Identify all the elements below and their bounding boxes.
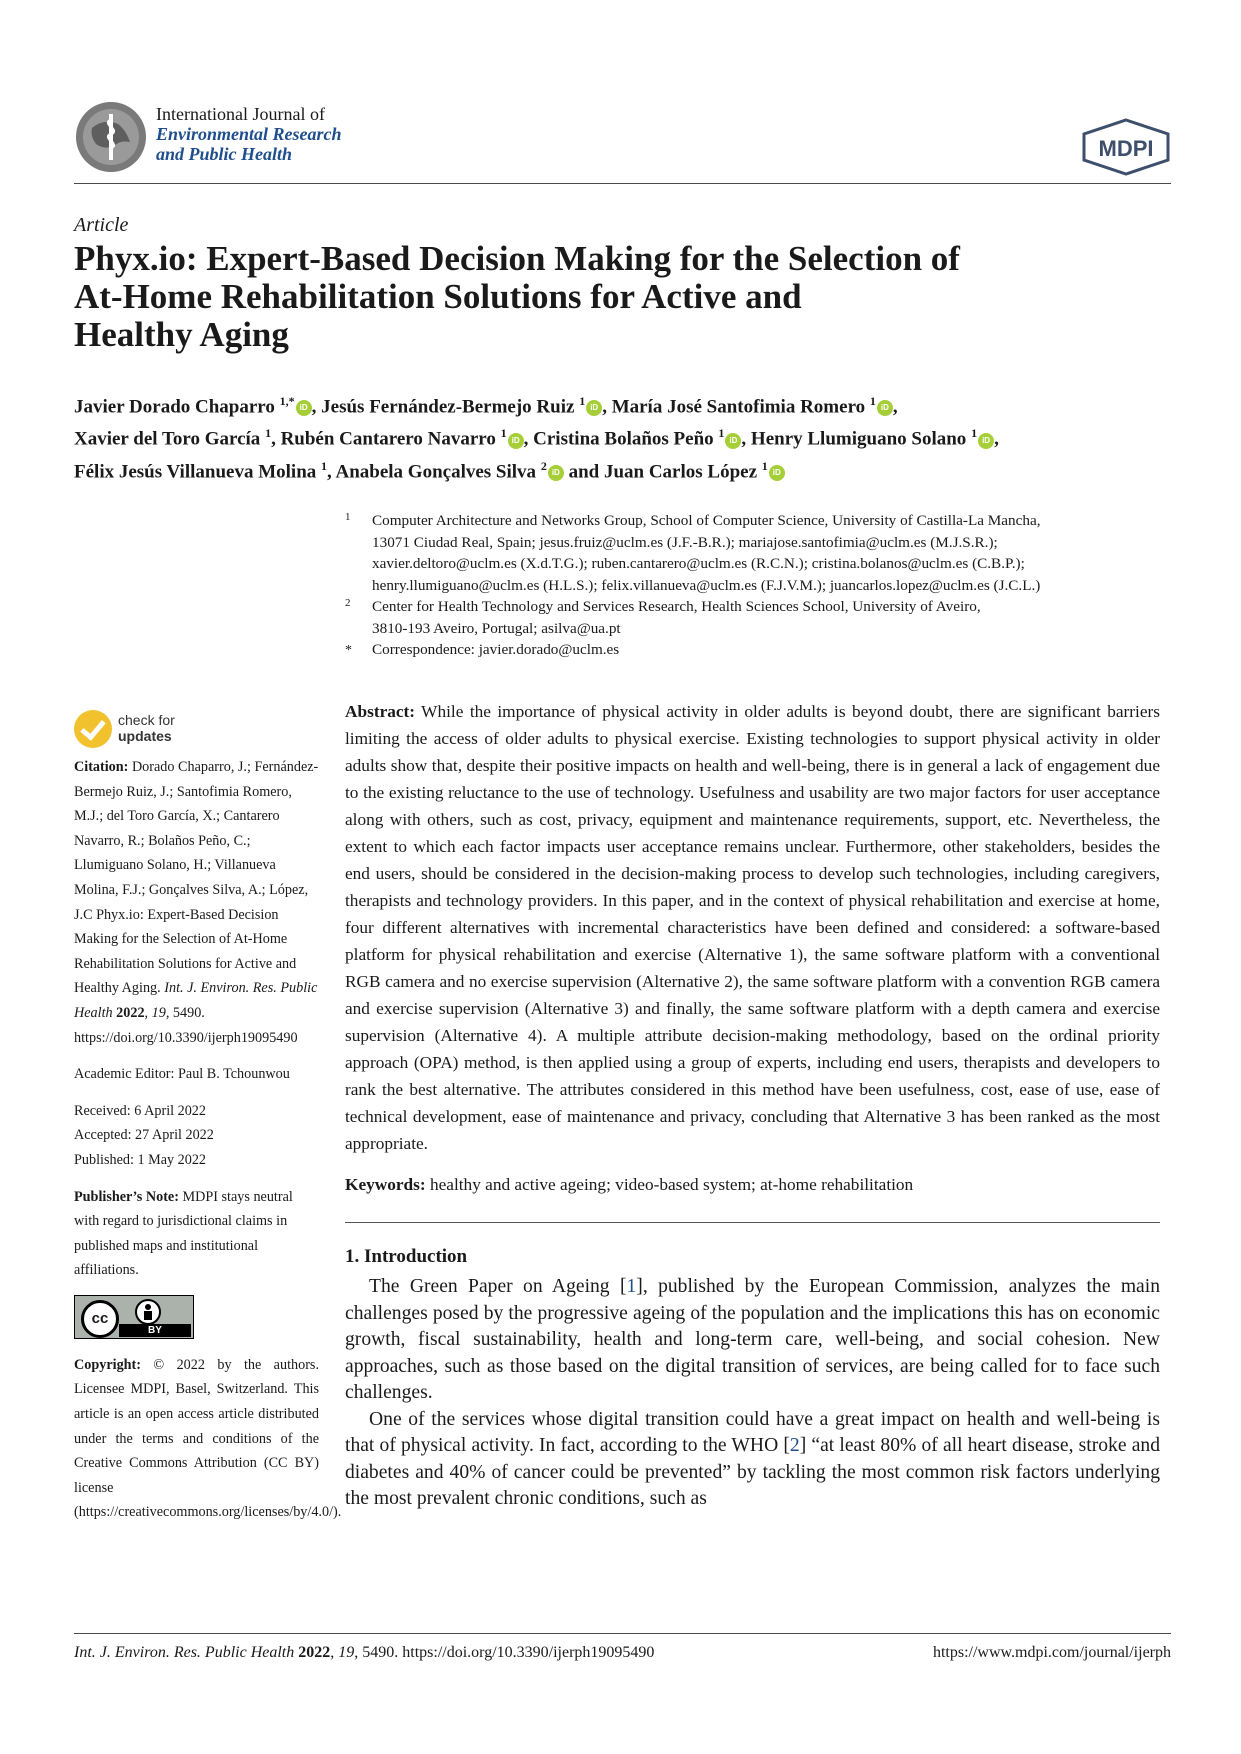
orcid-icon[interactable]: iD bbox=[296, 400, 312, 416]
author-name: Cristina Bolaños Peño bbox=[533, 428, 714, 450]
footer-year: 2022 bbox=[298, 1644, 331, 1661]
affiliation-marker: 1 bbox=[345, 511, 351, 523]
orcid-icon[interactable]: iD bbox=[877, 400, 893, 416]
section-divider bbox=[345, 1222, 1160, 1223]
title-line: At-Home Rehabilitation Solutions for Active and bbox=[74, 277, 802, 316]
author-name: María José Santofimia Romero bbox=[611, 396, 866, 418]
citation-link[interactable]: 2 bbox=[789, 1435, 800, 1456]
article-title bbox=[74, 240, 1134, 354]
affiliation-item bbox=[345, 510, 1175, 596]
affiliation-line: Computer Architecture and Networks Group, School of Computer Science, University of Castilla-La Mancha, bbox=[372, 512, 1041, 529]
orcid-icon[interactable]: iD bbox=[725, 433, 741, 449]
main-content bbox=[345, 698, 1160, 1513]
paragraph-text: ] “at least 80% of all heart disease, stroke and diabetes and 40% of cancer could be prevented” by tackling the most common risk factors underlying the most prevalent chronic conditions, such as bbox=[345, 1435, 1160, 1509]
mdpi-logo-icon[interactable] bbox=[1080, 118, 1172, 176]
citation-journal: Int. J. Environ. Res. Public Health bbox=[74, 980, 318, 1021]
copyright-text: © 2022 by the authors. Licensee MDPI, Basel, Switzerland. This article is an open access article distributed under the terms and conditions of the Creative Commons Attribution (CC BY) license (https://creativecommons.org/licenses/by/4.0/). bbox=[74, 1356, 342, 1521]
citation-year: 2022 bbox=[116, 1004, 145, 1021]
attribution-icon bbox=[135, 1299, 161, 1325]
author-name: Anabela Gonçalves Silva bbox=[335, 460, 537, 482]
keywords bbox=[345, 1171, 1160, 1198]
footer-rule bbox=[74, 1633, 1171, 1634]
author-affiliation-mark: 1 bbox=[500, 426, 507, 441]
affiliation-list bbox=[345, 510, 1175, 661]
keywords-text: healthy and active ageing; video-based system; at-home rehabilitation bbox=[429, 1175, 914, 1194]
author-name: Xavier del Toro García bbox=[74, 428, 261, 450]
date-received: Received: 6 April 2022 bbox=[74, 1102, 206, 1119]
date-accepted: Accepted: 27 April 2022 bbox=[74, 1127, 214, 1144]
author-affiliation-mark: 1 bbox=[971, 426, 978, 441]
affiliation-line: xavier.deltoro@uclm.es (X.d.T.G.); ruben.cantarero@uclm.es (R.C.N.); cristina.bolanos@uclm.es (C.B.P.); bbox=[372, 555, 1025, 572]
author-affiliation-mark: 1 bbox=[869, 394, 876, 408]
author-line-1: Javier Dorado Chaparro $^{1,*}$ iD , Jesús Fernández-Bermejo Ruiz $^1$ iD , María José Santofimia Romero $^1$ iD , bbox=[74, 394, 898, 418]
title-line: Phyx.io: Expert-Based Decision Making for the Selection of bbox=[74, 239, 960, 278]
publisher-note bbox=[74, 1185, 319, 1283]
mdpi-logo-text: MDPI bbox=[1098, 136, 1154, 161]
check-for-updates-button[interactable] bbox=[74, 710, 254, 750]
section-heading-introduction: 1. Introduction bbox=[345, 1246, 468, 1267]
journal-name-line1: International Journal of bbox=[156, 104, 325, 124]
affiliation-line: henry.llumiguano@uclm.es (H.L.S.); felix.villanueva@uclm.es (F.J.V.M.); juancarlos.lopez@uclm.es (J.C.L.) bbox=[372, 576, 1041, 594]
author-affiliation-mark: 2 bbox=[540, 458, 547, 473]
footer-citation: Int. J. Environ. Res. Public Health 2022, 19, 5490. https://doi.org/10.3390/ijerph19095490 bbox=[74, 1644, 655, 1661]
author-affiliation-mark: 1 bbox=[321, 458, 328, 473]
copyright bbox=[74, 1353, 342, 1525]
affiliation-marker: 2 bbox=[345, 597, 351, 609]
publisher-note-label: Publisher’s Note: bbox=[74, 1188, 179, 1205]
author-name: Rubén Cantarero Navarro bbox=[280, 428, 496, 450]
author-joiner: and bbox=[568, 460, 600, 482]
author-name: Félix Jesús Villanueva Molina bbox=[74, 460, 317, 482]
check-for-updates-line1: check for bbox=[118, 712, 175, 728]
cc-icon: cc bbox=[81, 1300, 119, 1338]
academic-editor: Academic Editor: Paul B. Tchounwou bbox=[74, 1066, 290, 1083]
citation-volume: 19 bbox=[151, 1004, 166, 1021]
header-rule bbox=[74, 183, 1171, 184]
citation-doi-link[interactable]: , 5490. https://doi.org/10.3390/ijerph19095490 bbox=[74, 1004, 298, 1046]
by-label: BY bbox=[119, 1324, 191, 1337]
introduction-body bbox=[345, 1274, 1160, 1513]
paragraph bbox=[345, 1407, 1160, 1513]
author-line-2: Xavier del Toro García $^1$, Rubén Cantarero Navarro $^1$ iD , Cristina Bolaños Peño $^1$ iD , Henry Llumiguano Solano $^1$ iD , bbox=[74, 426, 999, 450]
affiliation-marker: * bbox=[345, 643, 352, 658]
affiliation-item bbox=[345, 639, 1175, 661]
journal-name-line2: Environmental Research bbox=[156, 124, 342, 144]
author-affiliation-mark: 1 bbox=[265, 426, 272, 441]
author-name: Henry Llumiguano Solano bbox=[750, 428, 967, 450]
journal-name-line3: and Public Health bbox=[156, 144, 293, 164]
journal-logo-icon bbox=[74, 100, 148, 174]
affiliation-item bbox=[345, 596, 1175, 639]
check-for-updates-line2: updates bbox=[118, 728, 172, 744]
author-name: Javier Dorado Chaparro bbox=[74, 396, 275, 418]
orcid-icon[interactable]: iD bbox=[548, 465, 564, 481]
citation-link[interactable]: 1 bbox=[626, 1276, 637, 1297]
affiliation-line: Center for Health Technology and Services Research, Health Sciences School, University of Aveiro, bbox=[372, 598, 981, 615]
orcid-icon[interactable]: iD bbox=[978, 433, 994, 449]
author-affiliation-mark: 1 bbox=[579, 394, 586, 408]
paragraph-text: One of the services whose digital transition could have a great impact on health and well-being is that of physical activity. In fact, according to the WHO [ bbox=[345, 1408, 1160, 1456]
author-affiliation-mark: 1 bbox=[761, 458, 768, 473]
paragraph-text: ], published by the European Commission, analyzes the main challenges posed by the progressive ageing of the population and the implications this has on economic growth, fiscal sustainability, health and long-term care, well-being, and social cohesion. New approaches, such as those based on the digital transition of services, are being called for to face such challenges. bbox=[345, 1276, 1160, 1403]
affiliation-line: 3810-193 Aveiro, Portugal; asilva@ua.pt bbox=[372, 619, 621, 637]
paragraph-text: The Green Paper on Ageing [ bbox=[369, 1276, 627, 1297]
author-name: Juan Carlos López bbox=[603, 460, 758, 482]
citation-text: Dorado Chaparro, J.; Fernández-Bermejo Ruiz, J.; Santofimia Romero, M.J.; del Toro García, X.; Cantarero Navarro, R.; Bolaños Peño, C.; Llumiguano Solano, H.; Villanueva Molina, F.J.; Gonçalves Silva, A.; López, J.C Phyx.io: Expert-Based Decision Making for the Selection of At-Home Rehabilitation Solutions for Active and Healthy Aging. bbox=[74, 759, 319, 997]
checkmark-icon bbox=[74, 710, 112, 748]
abstract-text: While the importance of physical activity in older adults is beyond doubt, there are significant barriers limiting the access of older adults to physical exercise. Existing technologies to support physical activity in older adults show that, despite their positive impacts on health and well-being, there is in general a lack of engagement due to the existing reluctance to the use of technology. Usefulness and usability are two major factors for user acceptance along with others, such as cost, privacy, equipment and maintenance requirements, support, etc. Nevertheless, the extent to which each factor impacts user acceptance remains unclear. Furthermore, other stakeholders, besides the end users, should be considered in the decision-making process to develop such technologies, including caregivers, therapists and technology providers. In this paper, and in the context of physical rehabilitation and exercise at home, four different alternatives with incremental characteristics have been defined and considered: a software-based platform for physical rehabilitation and exercise (Alternative 1), the same software platform with a conventional RGB camera and no exercise supervision (Alternative 2), the same software platform with a convention RGB camera and exercise supervision (Alternative 3) and finally, the same software platform with a depth camera and exercise supervision (Alternative 4). A multiple attribute decision-making methodology, based on the ordinal priority approach (OPA) method, is then applied using a group of experts, including end users, therapists and developers to rank the best alternative. The attributes considered in this method have been usefulness, cost, ease of use, ease of technical development, ease of maintenance and privacy, concluding that Alternative 3 has been ranked as the most appropriate. bbox=[345, 702, 1160, 1153]
footer-journal: Int. J. Environ. Res. Public Health bbox=[74, 1644, 295, 1661]
footer-doi-link[interactable]: , 5490. https://doi.org/10.3390/ijerph19095490 bbox=[354, 1644, 655, 1661]
citation: Citation: Dorado Chaparro, J.; Fernández-Bermejo Ruiz, J.; Santofimia Romero, M.J.; del Toro García, X.; Cantarero Navarro, R.; Bolaños Peño, C.; Llumiguano Solano, H.; Villanueva Molina, F.J.; Gonçalves Silva, A.; López, J.C Phyx.io: Expert-Based Decision Making for the Selection of At-Home Rehabilitation Solutions for Active and Healthy Aging. Int. J. Environ. Res. Public Health 2022, 19, 5490. https://doi.org/10.3390/ijerph19095490 bbox=[74, 759, 319, 1046]
author-affiliation-mark: 1,* bbox=[279, 394, 295, 408]
cc-by-license-badge[interactable] bbox=[74, 1295, 194, 1339]
affiliation-line: 13071 Ciudad Real, Spain; jesus.fruiz@uclm.es (J.F.-B.R.); mariajose.santofimia@uclm.es (M.J.S.R.); bbox=[372, 533, 998, 551]
author-affiliation-mark: 1 bbox=[718, 426, 725, 441]
abstract-label: Abstract: bbox=[345, 702, 416, 721]
publisher-note-text: MDPI stays neutral with regard to jurisdictional claims in published maps and institutional affiliations. bbox=[74, 1188, 293, 1279]
orcid-icon[interactable]: iD bbox=[769, 465, 785, 481]
dates-block bbox=[74, 1099, 319, 1173]
author-line-3: Félix Jesús Villanueva Molina $^1$, Anabela Gonçalves Silva $^2$ iD and Juan Carlos López $^1$ iD bbox=[74, 453, 1174, 485]
abstract bbox=[345, 698, 1160, 1157]
sidebar bbox=[74, 755, 342, 1537]
orcid-icon[interactable]: iD bbox=[586, 400, 602, 416]
author-name: Jesús Fernández-Bermejo Ruiz bbox=[321, 396, 575, 418]
footer-volume: 19 bbox=[338, 1644, 355, 1661]
date-published: Published: 1 May 2022 bbox=[74, 1151, 207, 1168]
orcid-icon[interactable]: iD bbox=[508, 433, 524, 449]
title-line: Healthy Aging bbox=[74, 315, 289, 354]
article-type: Article bbox=[74, 214, 129, 236]
keywords-label: Keywords: bbox=[345, 1175, 426, 1194]
journal-name bbox=[156, 104, 342, 164]
author-list bbox=[74, 388, 1174, 485]
citation-label: Citation: bbox=[74, 759, 129, 775]
footer-journal-url[interactable]: https://www.mdpi.com/journal/ijerph bbox=[932, 1644, 1171, 1661]
paragraph bbox=[345, 1274, 1160, 1407]
affiliation-line: Correspondence: javier.dorado@uclm.es bbox=[372, 641, 620, 658]
copyright-label: Copyright: bbox=[74, 1356, 141, 1373]
